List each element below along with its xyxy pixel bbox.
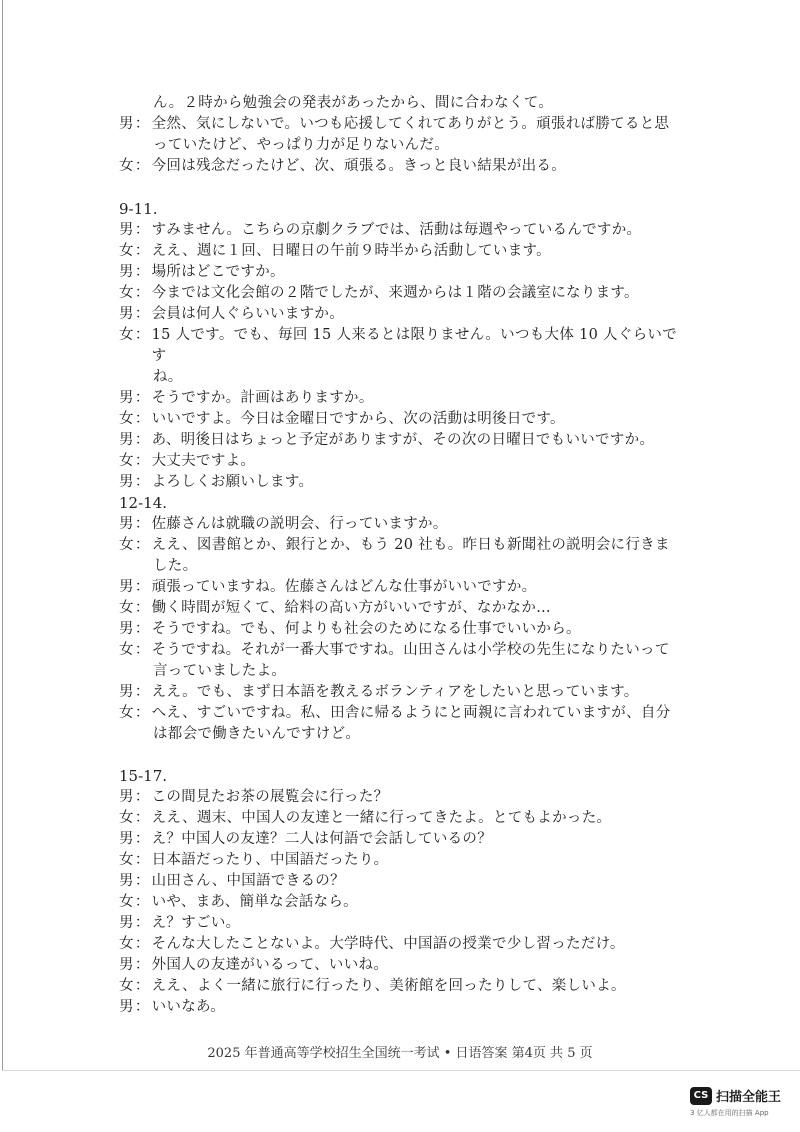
- dialogue-line: [119, 514, 689, 535]
- camscanner-logo-icon: CS: [690, 1087, 712, 1105]
- dialogue-continuation: は都会で働きたいんですけど。: [153, 726, 361, 742]
- dialogue-line: [119, 241, 689, 262]
- speaker-separator: ：: [134, 327, 150, 343]
- speaker-separator: ：: [134, 537, 150, 553]
- dialogue-text: そんな大したことないよ。大学時代、中国語の授業で少し習っただけ。: [151, 936, 625, 952]
- speaker-label: 女: [119, 453, 134, 469]
- dialogue-continuation: ん。２時から勉強会の発表があったから、間に合わなくて。: [153, 95, 554, 111]
- dialogue-text: そうですね。それが一番大事ですね。山田さんは小学校の先生になりたいって: [151, 642, 670, 658]
- dialogue-text: 働く時間が短くて、給料の高い方がいいですが、なかなか…: [151, 600, 551, 616]
- dialogue-line: [119, 472, 689, 493]
- speaker-separator: ：: [134, 264, 150, 280]
- dialogue-continuation: っていたけど、やっぱり力が足りないんだ。: [153, 137, 449, 153]
- dialogue-line: [119, 220, 689, 241]
- speaker-label: 男: [119, 390, 134, 406]
- speaker-separator: ：: [134, 453, 150, 469]
- speaker-separator: ：: [134, 705, 150, 721]
- speaker-label: 女: [119, 537, 134, 553]
- section-number: 12-14.: [119, 494, 168, 512]
- speaker-label: 男: [119, 915, 134, 931]
- speaker-separator: ：: [134, 873, 150, 889]
- dialogue-text: ええ、週末、中国人の友達と一緒に行ってきたよ。とてもよかった。: [151, 810, 612, 826]
- watermark-app-name: 扫描全能王: [716, 1090, 782, 1105]
- speaker-label: 男: [119, 831, 134, 847]
- dialogue-text: いいですよ。今日は金曜日ですから、次の活動は明後日です。: [151, 411, 565, 427]
- dialogue-text: へえ、すごいですね。私、田舎に帰るようにと両親に言われていますが、自分: [151, 705, 671, 721]
- section-number: 15-17.: [119, 767, 168, 785]
- dialogue-line: [119, 892, 689, 913]
- speaker-separator: ：: [134, 957, 150, 973]
- dialogue-text: ええ。でも、まず日本語を教えるボランティアをしたいと思っています。: [151, 684, 639, 700]
- page-left-edge: [2, 0, 3, 1070]
- speaker-separator: ：: [134, 936, 150, 952]
- dialogue-line: [119, 808, 689, 829]
- dialogue-section: [119, 93, 689, 177]
- speaker-label: 男: [119, 222, 134, 238]
- dialogue-text: あ、明後日はちょっと予定がありますが、その次の日曜日でもいいですか。: [151, 432, 655, 448]
- dialogue-section: [119, 493, 689, 745]
- dialogue-text: 今回は残念だったけど、次、頑張る。きっと良い結果が出る。: [151, 158, 567, 174]
- speaker-separator: ：: [134, 831, 150, 847]
- speaker-label: 男: [119, 579, 134, 595]
- page-footer: 2025 年普通高等学校招生全国统一考试 • 日语答案 第4页 共 5 页: [207, 1046, 593, 1061]
- speaker-label: 男: [119, 474, 134, 490]
- speaker-separator: ：: [134, 621, 150, 637]
- speaker-label: 男: [119, 116, 134, 132]
- dialogue-text: 今までは文化会館の２階でしたが、来週からは１階の会議室になります。: [151, 285, 639, 301]
- speaker-separator: ：: [134, 999, 150, 1015]
- dialogue-line: [119, 871, 689, 892]
- speaker-label: 男: [119, 684, 134, 700]
- speaker-separator: ：: [134, 243, 150, 259]
- speaker-label: 男: [119, 789, 134, 805]
- dialogue-line: [119, 850, 689, 871]
- dialogue-text: そうですね。でも、何よりも社会のためになる仕事でいいから。: [151, 621, 581, 637]
- dialogue-text: 佐藤さんは就職の説明会、行っていますか。: [151, 516, 448, 532]
- speaker-label: 男: [119, 999, 134, 1015]
- dialogue-text: 場所はどこですか。: [151, 264, 285, 280]
- speaker-separator: ：: [134, 852, 150, 868]
- speaker-label: 男: [119, 621, 134, 637]
- dialogue-text: 大丈夫ですよ。: [151, 453, 256, 469]
- speaker-label: 女: [119, 978, 134, 994]
- speaker-label: 女: [119, 852, 134, 868]
- speaker-label: 男: [119, 264, 134, 280]
- dialogue-text: え？すごい。: [151, 915, 241, 931]
- speaker-separator: ：: [134, 894, 150, 910]
- scanner-watermark: [690, 1086, 794, 1126]
- speaker-label: 女: [119, 411, 134, 427]
- dialogue-line: [119, 787, 689, 808]
- dialogue-text: そうですか。計画はありますか。: [151, 390, 374, 406]
- speaker-label: 男: [119, 306, 134, 322]
- dialogue-text: いいなあ。: [151, 999, 226, 1015]
- dialogue-line: [119, 388, 689, 409]
- dialogue-text: 会員は何人ぐらいいますか。: [151, 306, 345, 322]
- dialogue-text: 15 人です。でも、毎回 15 人来るとは限りません。いつも大体 10 人ぐらいです: [151, 327, 678, 364]
- dialogue-continuation: 言っていましたよ。: [153, 663, 287, 679]
- dialogue-section: [119, 766, 689, 1018]
- dialogue-line: [119, 640, 689, 661]
- speaker-label: 女: [119, 642, 134, 658]
- speaker-separator: ：: [134, 432, 150, 448]
- speaker-label: 女: [119, 705, 134, 721]
- dialogue-text: いや、まあ、簡単な会話なら。: [151, 894, 358, 910]
- speaker-separator: ：: [134, 642, 150, 658]
- speaker-separator: ：: [134, 684, 150, 700]
- speaker-separator: ：: [134, 978, 150, 994]
- dialogue-text: え？中国人の友達？二人は何語で会話しているの？: [151, 831, 493, 847]
- speaker-separator: ：: [134, 915, 150, 931]
- dialogue-text: ええ、よく一緒に旅行に行ったり、美術館を回ったりして、楽しいよ。: [151, 978, 626, 994]
- dialogue-text: 外国人の友達がいるって、いいね。: [151, 957, 389, 973]
- speaker-separator: ：: [134, 579, 150, 595]
- speaker-separator: ：: [134, 810, 150, 826]
- dialogue-line: [119, 976, 689, 997]
- dialogue-section: [119, 199, 689, 493]
- dialogue-line: [119, 304, 689, 325]
- speaker-label: 男: [119, 957, 134, 973]
- dialogue-line: [119, 430, 689, 451]
- dialogue-line: [119, 955, 689, 976]
- speaker-label: 男: [119, 432, 134, 448]
- dialogue-text: 日本語だったり、中国語だったり。: [151, 852, 389, 868]
- dialogue-text: 頑張っていますね。佐藤さんはどんな仕事がいいですか。: [151, 579, 537, 595]
- speaker-label: 男: [119, 516, 134, 532]
- dialogue-line: [119, 682, 689, 703]
- speaker-separator: ：: [134, 116, 150, 132]
- dialogue-line: [119, 535, 689, 556]
- dialogue-line: [119, 703, 689, 724]
- speaker-separator: ：: [134, 600, 150, 616]
- dialogue-text: 全然、気にしないで。いつも応援してくれてありがとう。頑張れば勝てると思: [151, 116, 670, 132]
- speaker-label: 女: [119, 158, 134, 174]
- speaker-label: 女: [119, 285, 134, 301]
- speaker-label: 女: [119, 810, 134, 826]
- dialogue-text: 山田さん、中国語できるの？: [151, 873, 345, 889]
- dialogue-line: [119, 598, 689, 619]
- dialogue-line: [119, 577, 689, 598]
- speaker-label: 女: [119, 600, 134, 616]
- dialogue-text: すみません。こちらの京劇クラブでは、活動は毎週やっているんですか。: [151, 222, 642, 238]
- dialogue-text: よろしくお願いします。: [151, 474, 314, 490]
- speaker-separator: ：: [134, 285, 150, 301]
- speaker-label: 女: [119, 894, 134, 910]
- dialogue-line: [119, 283, 689, 304]
- dialogue-text: ええ、図書館とか、銀行とか、もう 20 社も。昨日も新聞社の説明会に行きま: [151, 537, 670, 553]
- dialogue-line: [119, 997, 689, 1018]
- speaker-separator: ：: [134, 789, 150, 805]
- dialogue-text: ええ、週に１回、日曜日の午前９時半から活動しています。: [151, 243, 551, 259]
- dialogue-line: [119, 262, 689, 283]
- speaker-label: 女: [119, 936, 134, 952]
- speaker-label: 女: [119, 327, 134, 343]
- speaker-separator: ：: [134, 306, 150, 322]
- dialogue-line: [119, 913, 689, 934]
- watermark-slogan: 3 亿人都在用的扫描 App: [690, 1109, 769, 1117]
- dialogue-text: この間見たお茶の展覧会に行った？: [151, 789, 389, 805]
- dialogue-line: [119, 114, 689, 135]
- speaker-label: 男: [119, 873, 134, 889]
- speaker-label: 女: [119, 243, 134, 259]
- section-number: 9-11.: [119, 200, 158, 218]
- speaker-separator: ：: [134, 474, 150, 490]
- dialogue-line: [119, 451, 689, 472]
- dialogue-continuation: ね。: [153, 369, 183, 385]
- speaker-separator: ：: [134, 222, 150, 238]
- dialogue-line: [119, 829, 689, 850]
- dialogue-line: [119, 619, 689, 640]
- dialogue-line: [119, 156, 689, 177]
- speaker-separator: ：: [134, 158, 150, 174]
- speaker-separator: ：: [134, 390, 150, 406]
- speaker-separator: ：: [134, 516, 150, 532]
- speaker-separator: ：: [134, 411, 150, 427]
- dialogue-line: [119, 325, 689, 367]
- dialogue-line: [119, 934, 689, 955]
- page-bottom-edge: [2, 1070, 800, 1071]
- dialogue-continuation: した。: [153, 558, 198, 574]
- dialogue-line: [119, 409, 689, 430]
